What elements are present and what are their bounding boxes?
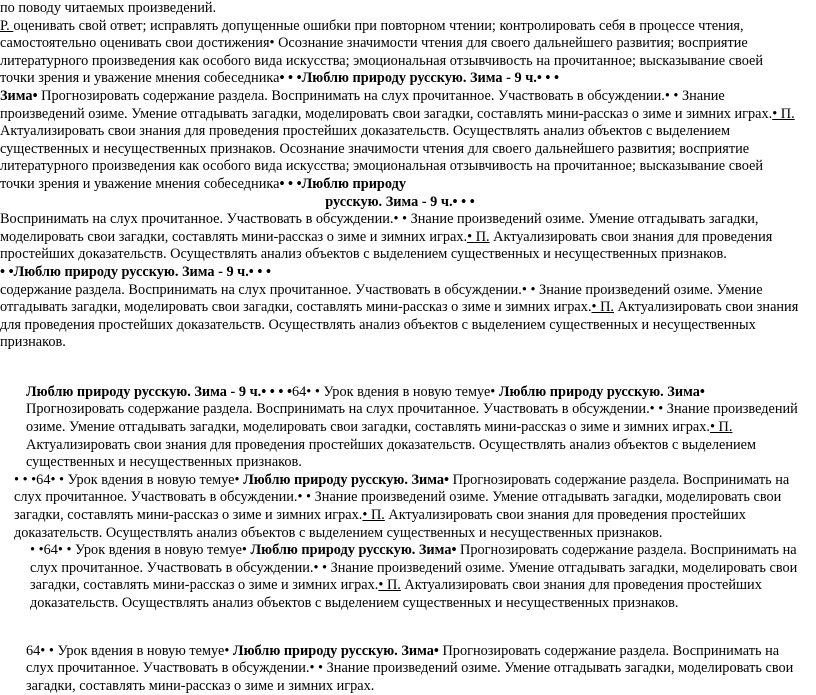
label-r: Р. [0, 17, 14, 34]
paragraph-lesson-1 [0, 384, 800, 472]
label-p: • П. [591, 299, 614, 316]
paragraph-lesson-4 [0, 643, 800, 695]
section-heading: • • •Люблю природу русскую. Зима - 9 ч.• • • [279, 70, 560, 87]
text-line-intro [0, 0, 800, 18]
text-fragment: Актуализировать свои знания для проведения простейших доказательств. Осуществлять анализ объектов с выделением существенных и несущественных признаков. Осознание значимости чтения для своего дальнейшего развития; восприятие литературного произведения как особого вида искусства; эмоциональная отзывчивость на прочитанное; высказывание своей точки зрения и уважение мнения собеседника [0, 123, 764, 192]
heading-line [0, 264, 800, 282]
text-fragment: Прогнозировать содержание раздела. Воспринимать на слух прочитанное. Участвовать в обсуждении.• • Знание произведений озиме. Умение отгадывать загадки, моделировать свои загадки, составлять мини-рассказ о зиме и зимних играх. [14, 471, 790, 524]
centered-heading [0, 194, 800, 212]
text-fragment: Прогнозировать содержание раздела. Воспринимать на слух прочитанное. Участвовать в обсуждении.• • Знание произведений озиме. Умение отгадывать загадки, моделировать свои загадки, составлять мини-рассказ о зиме и зимних играх. [26, 642, 794, 694]
section-heading: русскую. Зима - 9 ч.• • • [325, 193, 475, 210]
paragraph-content [0, 282, 800, 352]
text-fragment: Воспринимать на слух прочитанное. Участвовать в обсуждении.• • Знание произведений озиме. Умение отгадывать загадки, моделировать свои загадки, составлять мини-рассказ о зиме и зимних играх. [0, 211, 759, 245]
text-fragment: Прогнозировать содержание раздела. Воспринимать на слух прочитанное. Участвовать в обсуждении.• • Знание произведений озиме. Умение отгадывать загадки, моделировать свои загадки, составлять мини-рассказ о зиме и зимних играх. [30, 542, 798, 594]
paragraph-r [0, 18, 800, 88]
section-heading: Люблю природу русскую. Зима• [495, 383, 705, 400]
paragraph-lesson-2 [0, 472, 800, 542]
text-fragment: Прогнозировать содержание раздела. Воспринимать на слух прочитанное. Участвовать в обсуждении.• • Знание произведений озиме. Умение отгадывать загадки, моделировать свои загадки, составлять мини-рассказ о зиме и зимних играх. [0, 87, 773, 122]
label-p: • П. [378, 577, 401, 594]
section-heading: • •Люблю природу русскую. Зима - 9 ч.• • • [0, 263, 271, 280]
text-fragment: по поводу читаемых произведений. [0, 0, 217, 16]
label-p: • П. [467, 228, 490, 245]
section-heading: Люблю природу русскую. Зима - 9 ч.• • • • [26, 383, 292, 400]
label-p: • П. [362, 507, 385, 524]
section-heading: Люблю природу русскую. Зима• [239, 471, 450, 488]
text-fragment: Актуализировать свои знания для проведения простейших доказательств. Осуществлять анализ объектов с выделением существенных и несущественных признаков. [30, 577, 762, 611]
text-fragment: оценивать свой ответ; исправлять допущенные ошибки при повторном чтении; контролировать себя в процессе чтения, самостоятельно оценивать свои достижения• Осознание значимости чтения для своего дальнейшего развития; восприятие литературного произведения как особого вида искусства; эмоциональная отзывчивость на прочитанное; высказывание своей точки зрения и уважение мнения собеседника [0, 17, 764, 87]
text-fragment: Актуализировать свои знания для проведения простейших доказательств. Осуществлять анализ объектов с выделением существенных и несущественных признаков. [26, 436, 757, 471]
spacer [0, 352, 800, 384]
heading-zima: Зима• [0, 87, 38, 104]
paragraph-lesson-3 [0, 542, 800, 612]
paragraph-zima [0, 88, 800, 194]
paragraph-listen [0, 211, 800, 264]
text-fragment: Актуализировать свои знания для проведения простейших доказательств. Осуществлять анализ объектов с выделением существенных и несущественных признаков. [0, 299, 799, 351]
lesson-number: 64• • Урок вдения в новую темуе• [26, 642, 230, 659]
label-p: • П. [772, 105, 795, 122]
lesson-number: 64• • Урок вдения в новую темуе• [291, 383, 496, 400]
text-fragment: Актуализировать свои знания для проведения простейших доказательств. Осуществлять анализ объектов с выделением существенных и несущественных признаков. [0, 228, 773, 263]
section-heading: • • •Люблю природу [279, 175, 407, 192]
lesson-number: • • •64• • Урок вдения в новую темуе• [14, 471, 240, 488]
section-heading: Люблю природу русскую. Зима• [246, 542, 457, 559]
text-fragment: Актуализировать свои знания для проведения простейших доказательств. Осуществлять анализ объектов с выделением существенных и несущественных признаков. [14, 507, 746, 541]
lesson-number: • •64• • Урок вдения в новую темуе• [30, 542, 247, 559]
label-p: • П. [709, 419, 733, 436]
spacer [0, 613, 800, 643]
text-fragment: Прогнозировать содержание раздела. Воспринимать на слух прочитанное. Участвовать в обсуждении.• • Знание произведений озиме. Умение отгадывать загадки, моделировать свои загадки, составлять мини-рассказ о зиме и зимних играх. [26, 401, 798, 436]
text-fragment: содержание раздела. Воспринимать на слух прочитанное. Участвовать в обсуждении.• • Знание произведений озиме. Умение отгадывать загадки, моделировать свои загадки, составлять мини-рассказ о зиме и зимних играх. [0, 281, 763, 316]
section-heading: Люблю природу русскую. Зима• [229, 642, 439, 659]
